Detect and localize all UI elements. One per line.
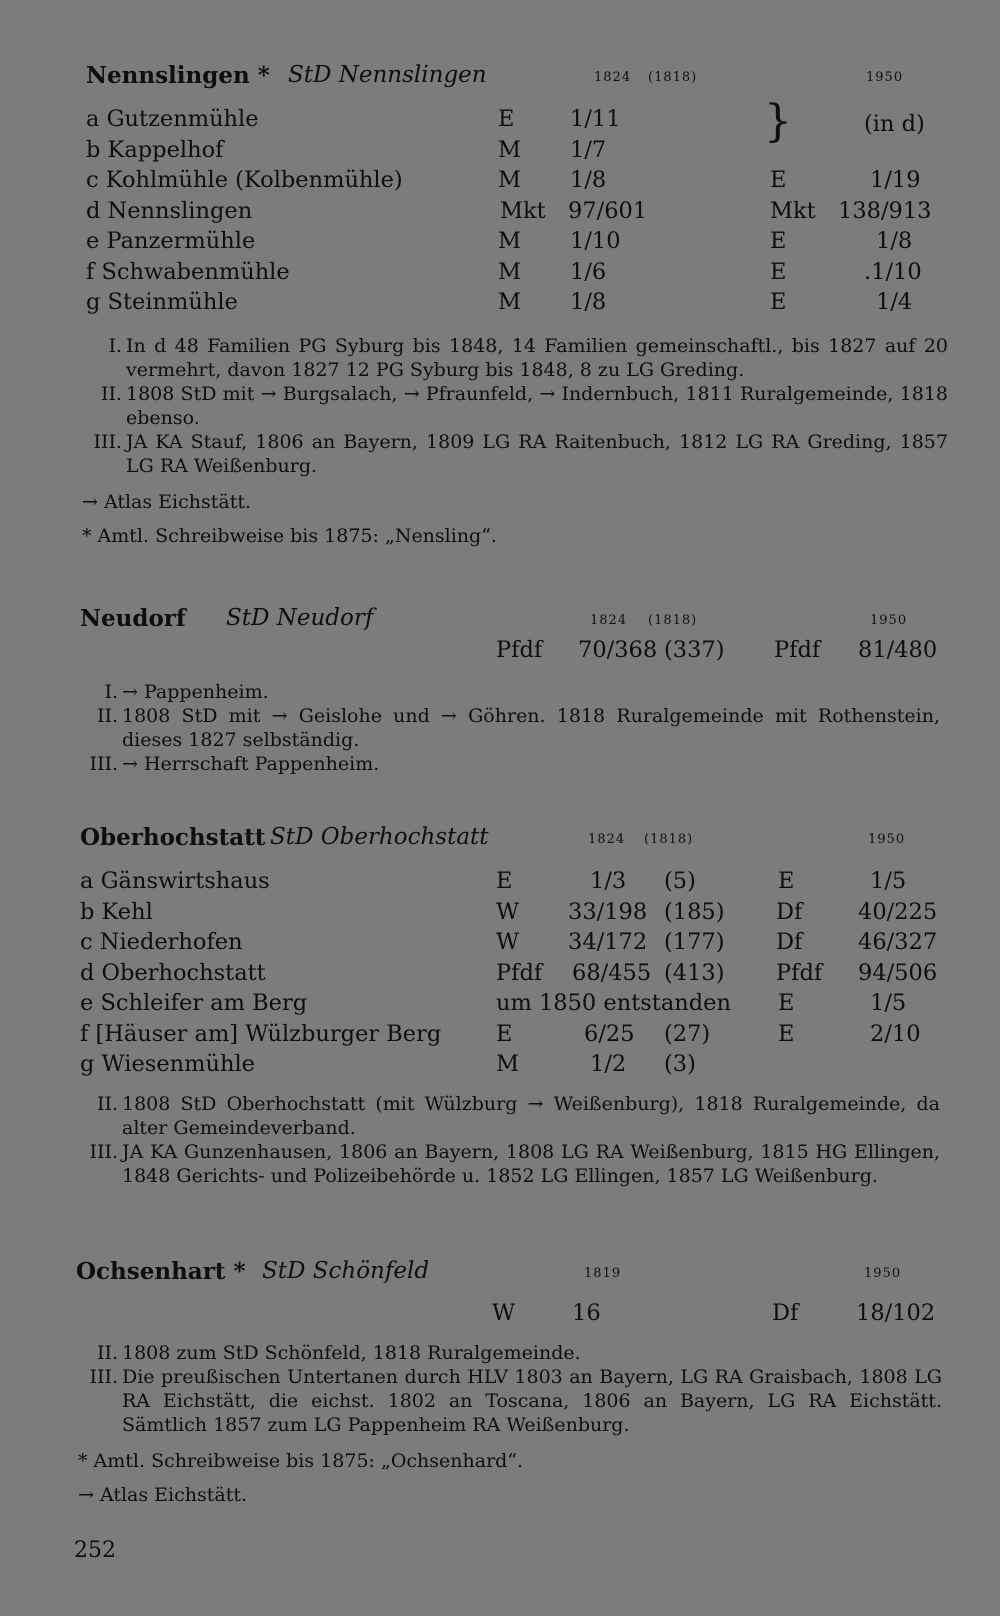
row-type-1950: Pfdf <box>776 959 823 986</box>
note-number: I. <box>108 334 122 357</box>
table-row <box>80 137 950 168</box>
note-text: → Herrschaft Pappenheim. <box>122 752 380 775</box>
year-1: 1824 <box>588 832 626 847</box>
row-type-1819: W <box>492 1300 516 1326</box>
note-number: II. <box>96 1092 118 1115</box>
row-value-1818: (27) <box>664 1020 711 1047</box>
footnote-spelling: * Amtl. Schreibweise bis 1875: „Nensling“. <box>82 524 497 547</box>
note-text: 1808 StD mit → Geislohe und → Göhren. 1818 Ruralgemeinde mit Rothenstein, dieses 1827 selbständig. <box>122 704 940 751</box>
row-note-1824: um 1850 entstanden <box>496 990 731 1016</box>
year-1-bracket: (1818) <box>644 832 694 847</box>
table-row <box>80 637 950 668</box>
row-value-1824: 6/25 <box>584 1020 635 1047</box>
entry-notes <box>76 680 940 776</box>
row-type-1950: Df <box>776 929 803 955</box>
footnote-spelling: * Amtl. Schreibweise bis 1875: „Ochsenhard“. <box>78 1449 524 1472</box>
row-name: e Panzermühle <box>86 228 256 254</box>
table-row <box>76 1300 946 1331</box>
note-item <box>76 680 940 704</box>
row-value-1824: 1/6 <box>570 258 607 285</box>
entry-title: Neudorf <box>80 605 186 632</box>
note-number: II. <box>96 1341 118 1364</box>
row-type-1950: E <box>770 228 787 254</box>
row-type-1824: M <box>496 1051 520 1077</box>
row-name: a Gutzenmühle <box>86 106 259 132</box>
row-value-1818: (413) <box>664 959 725 986</box>
entry-nennslingen <box>80 62 950 548</box>
note-item <box>80 430 948 478</box>
year-2: 1950 <box>870 613 908 628</box>
entry-table <box>80 637 950 668</box>
row-name: d Oberhochstatt <box>80 959 266 986</box>
brace-note: (in d) <box>864 111 925 137</box>
entry-header <box>76 1258 946 1292</box>
year-2: 1950 <box>864 1266 902 1281</box>
row-value-1824: 1/8 <box>570 289 607 315</box>
note-item <box>76 1341 942 1365</box>
row-name: a Gänswirtshaus <box>80 868 270 894</box>
row-value-1824: 33/198 <box>568 898 648 925</box>
row-type-1824: M <box>498 167 522 193</box>
row-type-1824: M <box>498 136 522 163</box>
row-value-1818: (185) <box>664 898 725 925</box>
row-value-1950: 1/8 <box>876 228 913 254</box>
row-value-1824: 1/11 <box>570 106 621 132</box>
entry-district: StD Neudorf <box>226 605 374 631</box>
entry-header <box>80 605 950 639</box>
year-1: 1819 <box>584 1266 622 1281</box>
table-row <box>80 167 950 198</box>
note-number: III. <box>89 752 118 775</box>
note-item <box>76 704 940 752</box>
table-row <box>80 259 950 290</box>
entry-header <box>80 62 950 96</box>
row-value-1824: 34/172 <box>568 929 648 955</box>
note-text: 1808 zum StD Schönfeld, 1818 Ruralgemeinde. <box>122 1341 581 1364</box>
year-1-bracket: (1818) <box>648 70 698 85</box>
row-value-1818: (177) <box>664 929 725 955</box>
table-row <box>80 228 950 259</box>
row-type-1950: Pfdf <box>774 637 821 663</box>
row-value-1950: 2/10 <box>870 1020 921 1047</box>
row-value-1824: 1/3 <box>590 868 627 894</box>
row-name: c Kohlmühle (Kolbenmühle) <box>86 167 403 193</box>
entry-district: StD Schönfeld <box>262 1258 430 1284</box>
entry-district: StD Nennslingen <box>288 62 487 88</box>
row-name: g Steinmühle <box>86 289 238 315</box>
row-name: d Nennslingen <box>86 197 253 224</box>
row-type-1824: E <box>496 868 513 894</box>
note-number: II. <box>100 382 122 405</box>
row-type-1950: E <box>778 990 795 1016</box>
row-name: b Kehl <box>80 898 153 925</box>
row-type-1950: Mkt <box>770 197 816 224</box>
brace-symbol: } <box>764 96 792 147</box>
row-value-1824: 1/7 <box>570 136 607 163</box>
note-text: JA KA Gunzenhausen, 1806 an Bayern, 1808 LG RA Weißenburg, 1815 HG Ellingen, 1848 Gerichts- und Polizeibehörde u. 1852 LG Ellingen, 1857 LG Weißenburg. <box>122 1140 940 1187</box>
row-name: f [Häuser am] Wülzburger Berg <box>80 1020 442 1047</box>
table-row <box>80 868 950 899</box>
entry-table <box>80 868 950 1082</box>
row-type-1824: E <box>496 1020 513 1047</box>
row-value-1950: 138/913 <box>838 197 932 224</box>
row-value-1824: 1/8 <box>570 167 607 193</box>
note-number: III. <box>89 1140 118 1163</box>
row-type-1824: Pfdf <box>496 637 543 663</box>
row-type-1824: M <box>498 289 522 315</box>
row-type-1950: E <box>770 167 787 193</box>
note-text: Die preußischen Untertanen durch HLV 1803 an Bayern, LG RA Graisbach, 1808 LG RA Eichstätt, die eichst. 1802 an Toscana, 1806 an Bayern, LG RA Eichstätt. Sämtlich 1857 zum LG Pappenheim RA Weißenburg. <box>122 1365 942 1436</box>
entry-notes <box>80 334 948 478</box>
row-type-1950: E <box>770 258 787 285</box>
entry-notes <box>76 1341 942 1437</box>
row-name: e Schleifer am Berg <box>80 990 308 1016</box>
row-value-1824: 97/601 <box>568 197 648 224</box>
table-row <box>80 899 950 930</box>
note-number: II. <box>96 704 118 727</box>
note-item <box>76 1140 940 1188</box>
row-value-1950: 1/5 <box>870 868 907 894</box>
row-value-1950: 18/102 <box>856 1300 936 1326</box>
entry-title: Oberhochstatt <box>80 824 266 851</box>
row-value-1824: 68/455 <box>572 959 652 986</box>
entry-title: Ochsenhart * <box>76 1258 246 1285</box>
row-type-1824: W <box>496 898 520 925</box>
row-value-1824: 1/10 <box>570 228 621 254</box>
note-number: I. <box>104 680 118 703</box>
table-row <box>80 106 950 137</box>
row-value-1950: .1/10 <box>864 258 922 285</box>
row-type-1824: E <box>498 106 515 132</box>
entry-title: Nennslingen * <box>86 62 270 89</box>
row-type-1824: M <box>498 258 522 285</box>
entry-neudorf <box>80 605 950 776</box>
row-name: c Niederhofen <box>80 929 243 955</box>
row-value-1950: 40/225 <box>858 898 938 925</box>
entry-header <box>80 824 950 858</box>
year-1: 1824 <box>590 613 628 628</box>
row-name: b Kappelhof <box>86 136 224 163</box>
note-number: III. <box>89 1365 118 1388</box>
reference-atlas: → Atlas Eichstätt. <box>82 490 252 513</box>
entry-table <box>80 96 950 320</box>
row-value-1818: (337) <box>664 637 725 663</box>
year-2: 1950 <box>866 70 904 85</box>
row-value-1950: 46/327 <box>858 929 938 955</box>
table-row <box>80 1051 950 1082</box>
row-type-1950: Df <box>772 1300 799 1326</box>
row-value-1950: 1/5 <box>870 990 907 1016</box>
note-item <box>76 1092 940 1140</box>
row-type-1950: Df <box>776 898 803 925</box>
row-type-1824: M <box>498 228 522 254</box>
year-2: 1950 <box>868 832 906 847</box>
row-type-1824: W <box>496 929 520 955</box>
row-value-1824: 1/2 <box>590 1051 627 1077</box>
note-text: → Pappenheim. <box>122 680 269 703</box>
note-item <box>76 752 940 776</box>
note-number: III. <box>93 430 122 453</box>
entry-oberhochstatt <box>80 824 950 1188</box>
row-value-1950: 1/4 <box>876 289 913 315</box>
table-row <box>80 198 950 229</box>
note-text: JA KA Stauf, 1806 an Bayern, 1809 LG RA Raitenbuch, 1812 LG RA Greding, 1857 LG RA Weißenburg. <box>126 430 948 477</box>
note-text: In d 48 Familien PG Syburg bis 1848, 14 Familien gemeinschaftl., bis 1827 auf 20 vermehrt, davon 1827 12 PG Syburg bis 1848, 8 zu LG Greding. <box>126 334 948 381</box>
note-text: 1808 StD Oberhochstatt (mit Wülzburg → Weißenburg), 1818 Ruralgemeinde, da alter Gemeindeverband. <box>122 1092 940 1139</box>
note-item <box>80 382 948 430</box>
table-row <box>80 960 950 991</box>
row-type-1824: Mkt <box>500 197 546 224</box>
table-row <box>80 929 950 960</box>
table-row <box>80 990 950 1021</box>
reference-atlas: → Atlas Eichstätt. <box>78 1483 248 1506</box>
row-value-1819: 16 <box>572 1300 601 1326</box>
note-item <box>80 334 948 382</box>
row-type-1824: Pfdf <box>496 959 543 986</box>
row-value-1818: (5) <box>664 868 696 894</box>
row-value-1950: 81/480 <box>858 637 938 663</box>
entry-district: StD Oberhochstatt <box>270 824 489 850</box>
table-row <box>80 289 950 320</box>
row-name: f Schwabenmühle <box>86 258 290 285</box>
note-item <box>76 1365 942 1437</box>
row-type-1950: E <box>778 1020 795 1047</box>
row-type-1950: E <box>770 289 787 315</box>
row-value-1824: 70/368 <box>578 637 658 663</box>
entry-notes <box>76 1092 940 1188</box>
row-value-1950: 1/19 <box>870 167 921 193</box>
year-1-bracket: (1818) <box>648 613 698 628</box>
row-type-1950: E <box>778 868 795 894</box>
year-1: 1824 <box>594 70 632 85</box>
entry-table <box>76 1300 946 1331</box>
note-text: 1808 StD mit → Burgsalach, → Pfraunfeld, → Indernbuch, 1811 Ruralgemeinde, 1818 ebenso. <box>126 382 948 429</box>
entry-ochsenhart <box>76 1258 946 1507</box>
page-number: 252 <box>74 1538 116 1563</box>
row-value-1818: (3) <box>664 1051 696 1077</box>
row-value-1950: 94/506 <box>858 959 938 986</box>
row-name: g Wiesenmühle <box>80 1051 255 1077</box>
table-row <box>80 1021 950 1052</box>
